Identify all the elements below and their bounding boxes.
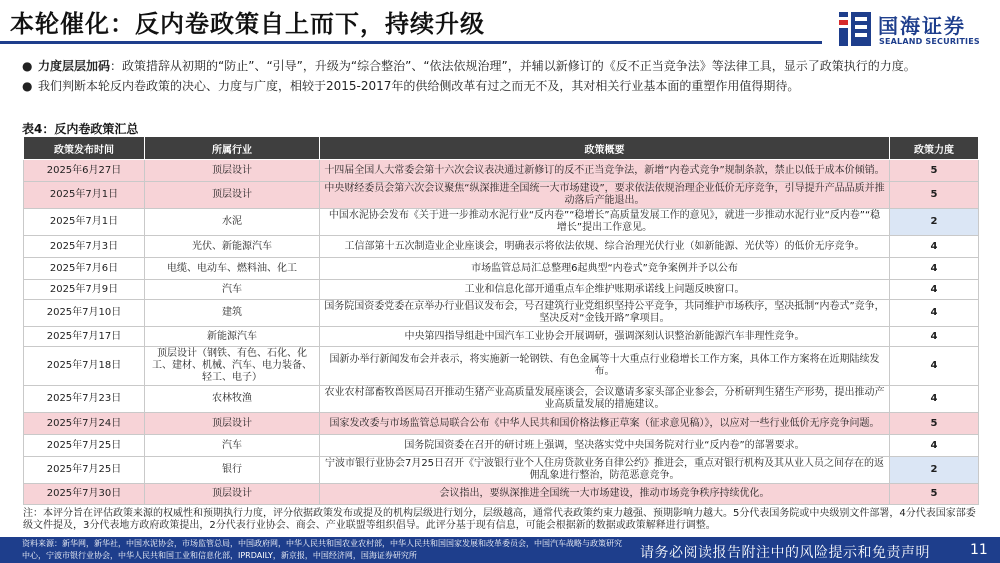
- table-row: [24, 413, 979, 435]
- table-row: [24, 300, 979, 327]
- cell-summary: 工业和信息化部开通重点车企维护账期承诺线上问题反映窗口。: [320, 280, 890, 300]
- cell-strength: 5: [890, 182, 979, 209]
- cell-date: 2025年7月25日: [24, 457, 145, 484]
- cell-strength: 4: [890, 435, 979, 457]
- cell-summary: 国务院国资委在召开的研讨班上强调，坚决落实党中央国务院对行业“反内卷”的部署要求。: [320, 435, 890, 457]
- logo-english-name: SEALAND SECURITIES: [879, 37, 980, 46]
- cell-date: 2025年7月17日: [24, 327, 145, 347]
- page-number: 11: [970, 542, 988, 558]
- logo-name: 国海证券: [878, 14, 966, 38]
- cell-date: 2025年7月1日: [24, 209, 145, 236]
- table-row: [24, 347, 979, 386]
- cell-date: 2025年7月30日: [24, 484, 145, 505]
- cell-strength: 4: [890, 347, 979, 386]
- bullet-item: [20, 58, 980, 74]
- cell-strength: 5: [890, 484, 979, 505]
- table-row: [24, 160, 979, 182]
- footer-disclaimer: 请务必阅读报告附注中的风险提示和免责声明: [640, 545, 930, 561]
- table-row: [24, 327, 979, 347]
- table-note: 注：本评分旨在评估政策来源的权威性和预期执行力度，评分依据政策发布或提及的机构层级进行划分，层级越高，通常代表政策约束力越强、预期影响力越大。5分代表国务院或中央级别文件部署，4分代表国家部委级文件提及，3分代表地方政府政策提出，2分代表行业协会、商会、产业联盟等组织倡导。此评分基于现有信息，可能会根据新的数据或政策解释进行调整。: [23, 508, 976, 531]
- cell-industry: 顶层设计（钢铁、有色、石化、化工、建材、机械、汽车、电力装备、轻工、电子）: [145, 347, 320, 386]
- cell-summary: 工信部第十五次制造业企业座谈会，明确表示将依法依规、综合治理光伏行业（如新能源、光伏等）的低价无序竞争。: [320, 236, 890, 258]
- sealand-logo-icon: [838, 10, 872, 48]
- cell-strength: 2: [890, 457, 979, 484]
- cell-industry: 顶层设计: [145, 160, 320, 182]
- cell-strength: 4: [890, 327, 979, 347]
- bullet-item: [20, 78, 980, 94]
- table-row: [24, 280, 979, 300]
- bullet-dot-icon: ●: [22, 59, 33, 73]
- table-title: 表4：反内卷政策汇总: [22, 122, 139, 136]
- cell-summary: 农业农村部畜牧兽医局召开推动生猪产业高质量发展座谈会，会议邀请多家头部企业参会，分析研判生猪生产形势，提出推动产业高质量发展的措施建议。: [320, 386, 890, 413]
- table-row: [24, 457, 979, 484]
- cell-summary: 中央第四指导组赴中国汽车工业协会开展调研，强调深刻认识整治新能源汽车非理性竞争。: [320, 327, 890, 347]
- cell-industry: 光伏、新能源汽车: [145, 236, 320, 258]
- table-row: [24, 484, 979, 505]
- footer-sources: 资料来源：新华网，新华社，中国水泥协会，市场监管总局，中国政府网，中华人民共和国农业农村部，中华人民共和国国家发展和改革委员会，中国汽车战略与政策研究中心，宁波市银行业协会，中华人民共和国工业和信息化部，IPRDAILY，新京报，中国经济网，国海证券研究所: [22, 539, 622, 560]
- cell-strength: 2: [890, 209, 979, 236]
- cell-date: 2025年7月6日: [24, 258, 145, 280]
- company-logo: [838, 10, 990, 54]
- column-header-strength: 政策力度: [890, 137, 979, 160]
- cell-summary: 十四届全国人大常委会第十六次会议表决通过新修订的反不正当竞争法，新增“内卷式竞争”规制条款，禁止以低于成本价倾销。: [320, 160, 890, 182]
- table-row: [24, 258, 979, 280]
- bullet-text: ：政策措辞从初期的“防止”、“引导”，升级为“综合整治”、“依法依规治理”，并辅以新修订的《反不正当竞争法》等法律工具，显示了政策执行的力度。: [110, 59, 916, 73]
- cell-summary: 市场监管总局汇总整理6起典型“内卷式”竞争案例并予以公布: [320, 258, 890, 280]
- cell-date: 2025年7月23日: [24, 386, 145, 413]
- bullet-dot-icon: ●: [22, 79, 33, 93]
- cell-industry: 顶层设计: [145, 484, 320, 505]
- cell-summary: 国新办举行新闻发布会并表示，将实施新一轮钢铁、有色金属等十大重点行业稳增长工作方案，具体工作方案将在近期陆续发布。: [320, 347, 890, 386]
- column-header-summary: 政策概要: [320, 137, 890, 160]
- table-header-row: [24, 137, 979, 160]
- bullet-list: [20, 58, 980, 94]
- cell-strength: 4: [890, 300, 979, 327]
- cell-date: 2025年7月10日: [24, 300, 145, 327]
- cell-industry: 建筑: [145, 300, 320, 327]
- cell-industry: 水泥: [145, 209, 320, 236]
- page-title: 本轮催化：反内卷政策自上而下，持续升级: [10, 10, 485, 38]
- cell-summary: 国务院国资委党委在京举办行业倡议发布会，号召建筑行业党组织坚持公平竞争，共同维护市场秩序，坚决抵制“内卷式”竞争，坚决反对“金钱开路”拿项目。: [320, 300, 890, 327]
- cell-industry: 汽车: [145, 280, 320, 300]
- column-header-date: 政策发布时间: [24, 137, 145, 160]
- cell-industry: 汽车: [145, 435, 320, 457]
- table-row: [24, 435, 979, 457]
- title-underline: [0, 41, 822, 44]
- bullet-lead: 力度层层加码: [38, 59, 111, 73]
- cell-industry: 顶层设计: [145, 182, 320, 209]
- footer-bar: [0, 537, 1000, 563]
- cell-date: 2025年7月24日: [24, 413, 145, 435]
- cell-summary: 会议指出，要纵深推进全国统一大市场建设，推动市场竞争秩序持续优化。: [320, 484, 890, 505]
- cell-summary: 宁波市银行业协会7月25日召开《宁波银行业个人住房贷款业务自律公约》推进会，重点对银行机构及其从业人员之间存在的返佣乱象进行整治，防范恶意竞争。: [320, 457, 890, 484]
- table-row: [24, 182, 979, 209]
- cell-strength: 4: [890, 386, 979, 413]
- cell-strength: 4: [890, 280, 979, 300]
- cell-date: 2025年7月9日: [24, 280, 145, 300]
- cell-date: 2025年7月1日: [24, 182, 145, 209]
- cell-summary: 国家发改委与市场监管总局联合公布《中华人民共和国价格法修正草案（征求意见稿）》，以应对一些行业低价无序竞争问题。: [320, 413, 890, 435]
- bullet-text: 我们判断本轮反内卷政策的决心、力度与广度，相较于2015-2017年的供给侧改革有过之而无不及，其对相关行业基本面的重塑作用值得期待。: [38, 79, 800, 93]
- cell-strength: 5: [890, 160, 979, 182]
- cell-strength: 5: [890, 413, 979, 435]
- policy-table: [23, 136, 979, 505]
- cell-summary: 中央财经委员会第六次会议聚焦“纵深推进全国统一大市场建设”，要求依法依规治理企业低价无序竞争，引导提升产品品质并推动落后产能退出。: [320, 182, 890, 209]
- cell-summary: 中国水泥协会发布《关于进一步推动水泥行业“反内卷”“稳增长”高质量发展工作的意见》，就进一步推动水泥行业“反内卷”“稳增长”提出工作意见。: [320, 209, 890, 236]
- cell-date: 2025年6月27日: [24, 160, 145, 182]
- cell-industry: 新能源汽车: [145, 327, 320, 347]
- cell-strength: 4: [890, 258, 979, 280]
- table-row: [24, 209, 979, 236]
- cell-strength: 4: [890, 236, 979, 258]
- cell-industry: 农林牧渔: [145, 386, 320, 413]
- table-row: [24, 386, 979, 413]
- cell-date: 2025年7月18日: [24, 347, 145, 386]
- cell-industry: 电缆、电动车、燃料油、化工: [145, 258, 320, 280]
- cell-industry: 银行: [145, 457, 320, 484]
- cell-date: 2025年7月3日: [24, 236, 145, 258]
- table-row: [24, 236, 979, 258]
- cell-date: 2025年7月25日: [24, 435, 145, 457]
- cell-industry: 顶层设计: [145, 413, 320, 435]
- column-header-industry: 所属行业: [145, 137, 320, 160]
